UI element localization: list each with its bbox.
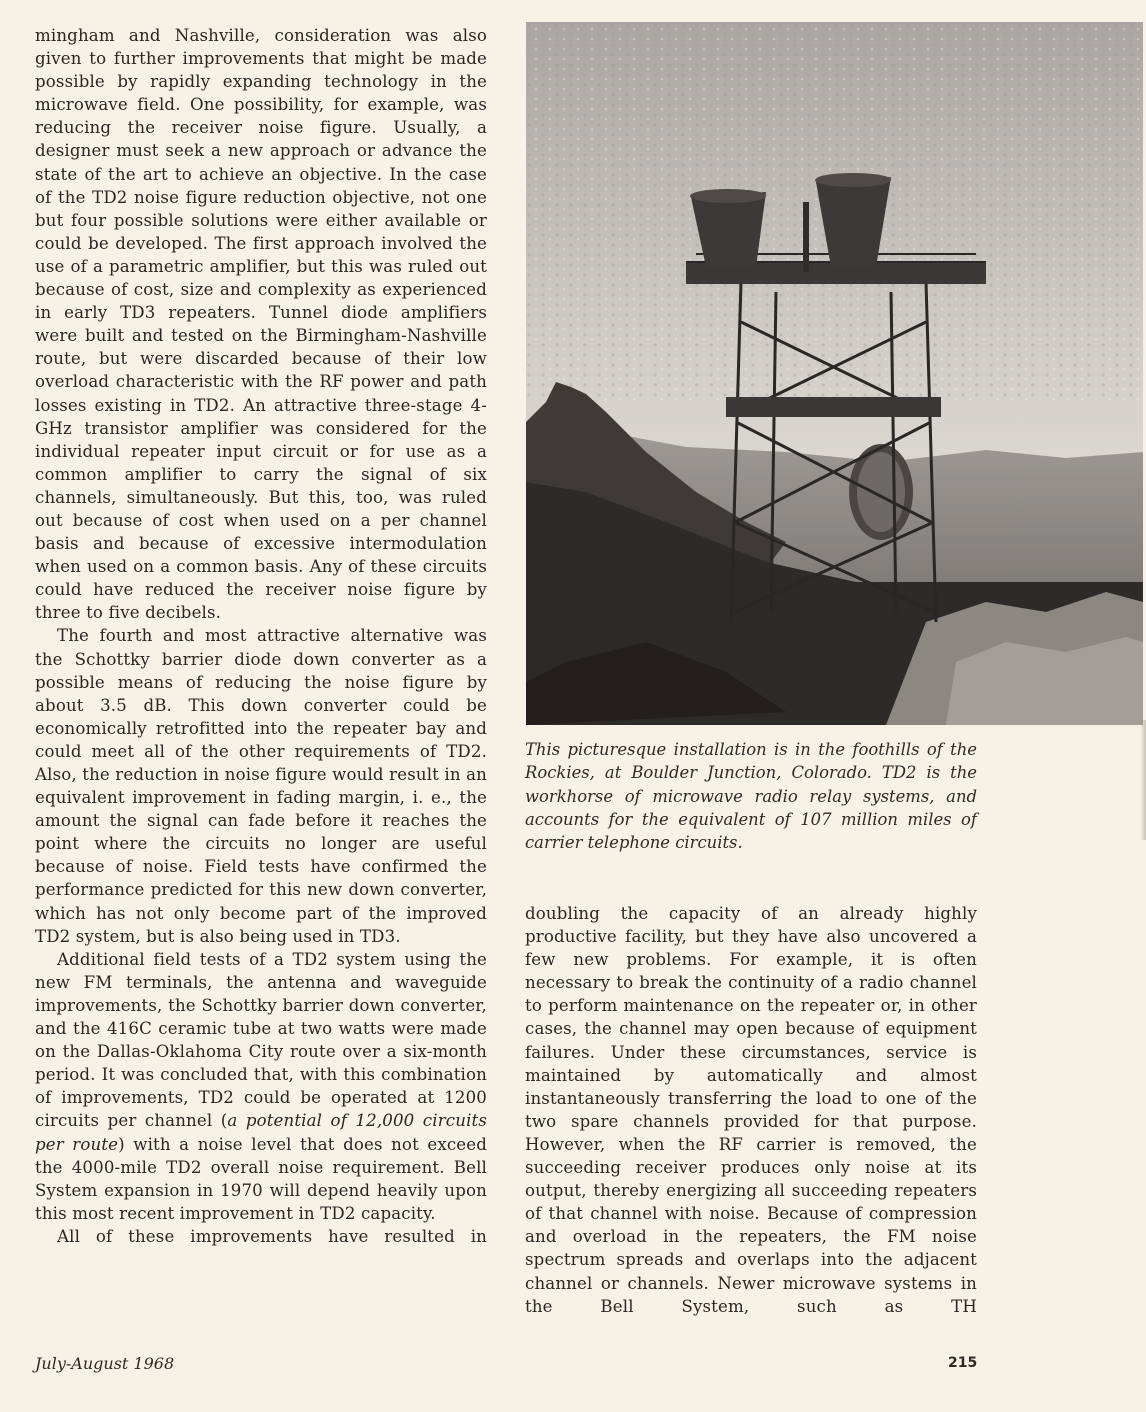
microwave-tower-photo: [526, 22, 1143, 725]
issue-date: July-August 1968: [35, 1354, 175, 1373]
paragraph-noise-figure: mingham and Nashville, consideration was also given to further improvements that might be made possible by rapidly expanding technology in the microwave field. One possibility, for example, was reducing the receiver noise figure. Usually, a designer must seek a new approach or advance the state of the art to achieve an objective. In the case of the TD2 noise figure reduction objective, not one but four possible solutions were either available or could be developed. The first approach involved the use of a parametric amplifier, but this was ruled out because of cost, size and complexity as experienced in early TD3 repeaters. Tunnel diode amplifiers were built and tested on the Birmingham-Nashville route, but were discarded because of their low overload characteristic with the RF power and path losses existing in TD2. An attractive three-stage 4-GHz transistor amplifier was considered for the individual repeater input circuit or for use as a common amplifier to carry the signal of six channels, simultaneously. But this, too, was ruled out because of cost when used on a per channel basis and because of excessive intermodulation when used on a common basis. Any of these circuits could have reduced the receiver noise figure by three to five decibels.: [35, 26, 487, 623]
page-number: 215: [948, 1355, 978, 1371]
field-tests-italic-phrase: a potential of 12,000 circuits per route: [35, 1111, 488, 1154]
field-tests-text-end: ) with a noise level that does not exceed the 4000-mile TD2 overall noise requirement. Bell System expansion in 1970 will depend heavily upon this most recent improvement in TD2 capacity.: [35, 1134, 487, 1223]
field-tests-text-start: Additional field tests of a TD2 system using the new FM terminals, the antenna and waveguide improvements, the Schottky barrier down converter, and the 416C ceramic tube at two watts were made on the Dallas-Oklahoma City route over a six-month period. It was concluded that, with this combination of improvements, TD2 could be operated at 1200 circuits per channel (: [35, 949, 487, 1131]
paragraph-field-tests: [35, 948, 487, 1225]
page-edge-shadow: [1140, 720, 1146, 840]
paragraph-improvements: All of these improvements have resulted in: [57, 1226, 487, 1246]
paragraph-schottky: The fourth and most attractive alternative was the Schottky barrier diode down converter as a possible means of reducing the noise figure by about 3.5 dB. This down converter could be economically retrofitted into the repeater bay and could meet all of the other requirements of TD2. Also, the reduction in noise figure would result in an equivalent improvement in fading margin, i. e., the amount the signal can fade before it reaches the point where the circuits no longer are useful because of noise. Field tests have confirmed the performance predicted for this new down converter, which has not only become part of the improved TD2 system, but is also being used in TD3.: [35, 626, 487, 946]
right-column: [525, 902, 977, 1318]
photo-caption: This picturesque installation is in the foothills of the Rockies, at Boulder Junction, Colorado. TD2 is the workhorse of microwave radio relay systems, and accounts for the equivalent of 107 million miles of carrier telephone circuits.: [525, 740, 977, 853]
left-column: [35, 24, 487, 1248]
paragraph-doubling-capacity: doubling the capacity of an already highly productive facility, but they have also uncovered a few new problems. For example, it is often necessary to break the continuity of a radio channel to perform maintenance on the repeater or, in other cases, the channel may open because of equipment failures. Under these circumstances, service is maintained by automatically and almost instantaneously transferring the load to one of the two spare channels provided for that purpose. However, when the RF carrier is removed, the succeeding receiver produces only noise at its output, thereby energizing all succeeding repeaters of that channel with noise. Because of compression and overload in the repeaters, the FM noise spectrum spreads and overlaps into the adjacent channel or channels. Newer microwave systems in the Bell System, such as TH: [525, 904, 977, 1316]
